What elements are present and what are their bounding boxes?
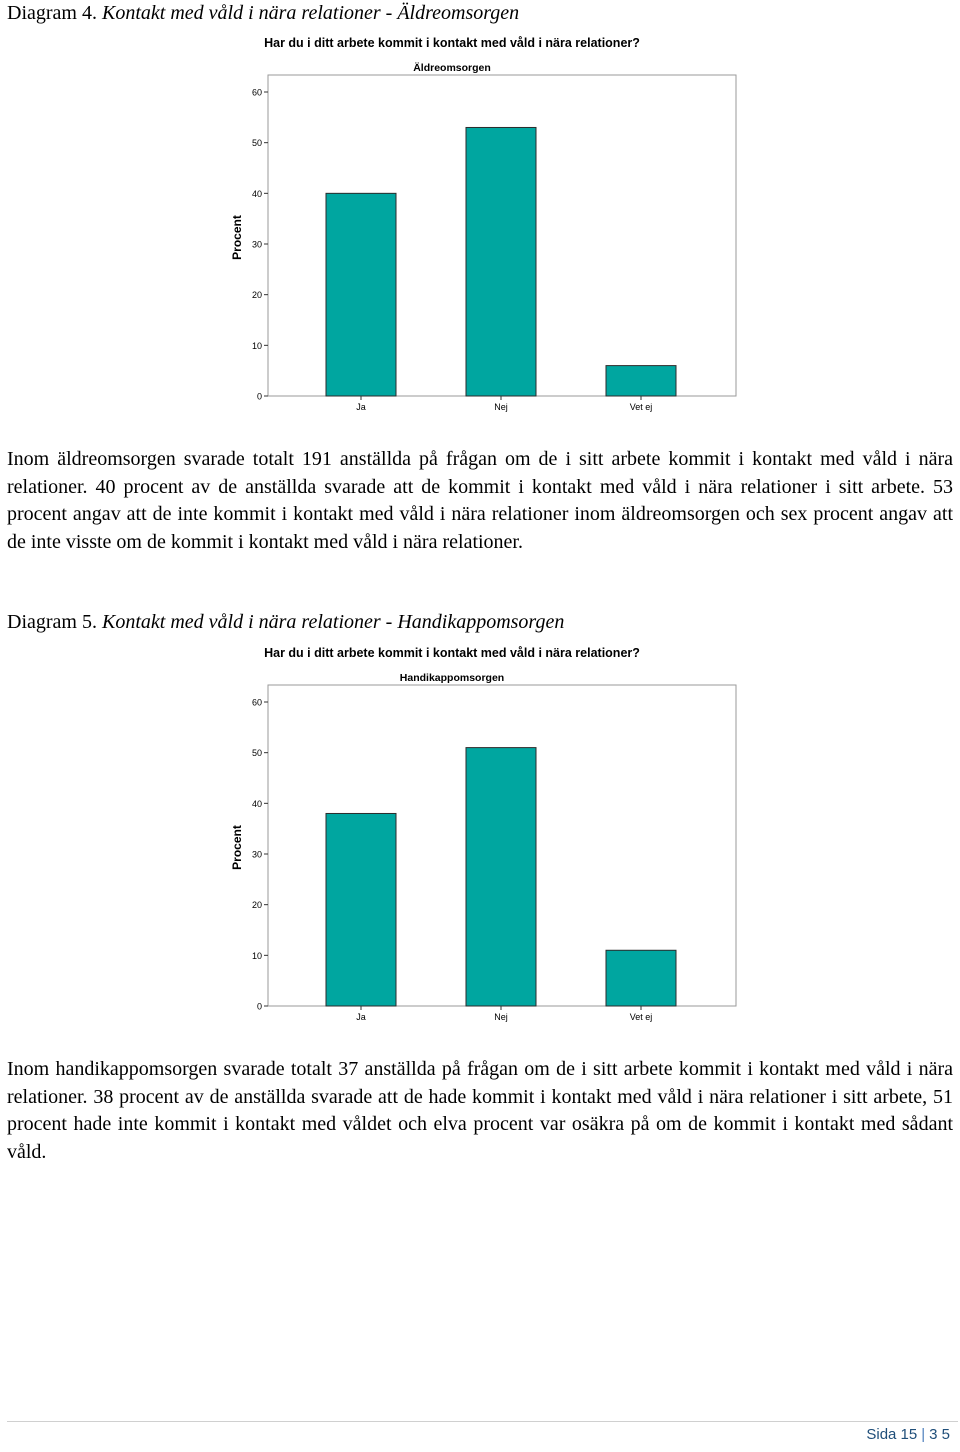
x-tick-label: Ja	[356, 1012, 366, 1022]
y-tick-label: 50	[251, 748, 262, 759]
paragraph-handikappomsorgen: Inom handikappomsorgen svarade totalt 37 anställda på frågan om de i sitt arbete kommit i kontakt med våld i nära relationer. 38 procent av de anställda svarade att de hade kommit i kontakt med våld i nära relationer i sitt arbete, 51 procent hade inte kommit i kontakt med våldet och elva procent var osäkra på om de kommit i kontakt med sådant våld.	[7, 1058, 953, 1163]
y-axis-label: Procent	[230, 215, 244, 260]
bar-nej	[466, 748, 536, 1006]
footer-divider	[7, 1421, 958, 1422]
diagram-4-caption	[7, 1, 519, 25]
page-footer	[866, 1426, 950, 1443]
x-tick-label: Ja	[356, 402, 366, 412]
chart-handikappomsorgen-svg	[226, 642, 746, 1022]
diagram-4-caption-prefix: Diagram 4.	[7, 2, 97, 24]
footer-separator: |	[921, 1426, 926, 1443]
y-tick-label: 0	[256, 1001, 262, 1012]
y-tick-label: 20	[251, 900, 262, 911]
y-tick-label: 40	[251, 188, 262, 199]
y-tick-label: 0	[256, 391, 262, 402]
footer-page-label: Sida 15	[866, 1426, 918, 1443]
y-tick-label: 10	[251, 950, 262, 961]
diagram-5-caption	[7, 610, 564, 634]
bar-vet-ej	[606, 950, 676, 1006]
y-tick-label: 30	[251, 239, 262, 250]
paragraph-aldreomsorgen: Inom äldreomsorgen svarade totalt 191 anställda på frågan om de i sitt arbete kommit i kontakt med våld i nära relationer. 40 procent av de anställda svarade att de kommit i kontakt med våld i nära relationer i sitt arbete. 53 procent angav att de inte kommit i kontakt med våld i nära relationer inom äldreomsorgen och sex procent angav att de inte visste om de kommit i kontakt med våld i nära relationer.	[7, 448, 953, 553]
chart-title: Har du i ditt arbete kommit i kontakt med våld i nära relationer?	[264, 36, 640, 50]
x-tick-label: Nej	[494, 1012, 508, 1022]
y-tick-label: 50	[251, 138, 262, 149]
y-tick-label: 60	[251, 87, 262, 98]
diagram-4-caption-title: Kontakt med våld i nära relationer - Äldreomsorgen	[101, 2, 520, 24]
chart-aldreomsorgen	[226, 32, 746, 412]
x-tick-label: Vet ej	[629, 1012, 653, 1022]
diagram-5-caption-title: Kontakt med våld i nära relationer - Handikappomsorgen	[101, 611, 565, 633]
bar-ja	[326, 813, 396, 1006]
y-tick-label: 40	[251, 798, 262, 809]
y-tick-label: 20	[251, 290, 262, 301]
y-tick-label: 60	[251, 697, 262, 708]
footer-page-total: 3 5	[929, 1426, 950, 1443]
x-tick-label: Vet ej	[629, 402, 653, 412]
y-tick-label: 10	[251, 340, 262, 351]
diagram-5-caption-prefix: Diagram 5.	[7, 611, 97, 633]
bar-ja	[326, 193, 396, 396]
bar-nej	[466, 127, 536, 396]
y-tick-label: 30	[251, 849, 262, 860]
chart-aldreomsorgen-svg	[226, 32, 746, 412]
x-tick-label: Nej	[494, 402, 508, 412]
chart-title: Har du i ditt arbete kommit i kontakt med våld i nära relationer?	[264, 646, 640, 660]
chart-handikappomsorgen	[226, 642, 746, 1022]
y-axis-label: Procent	[230, 825, 244, 870]
chart-subtitle: Äldreomsorgen	[413, 62, 491, 74]
chart-subtitle: Handikappomsorgen	[399, 672, 505, 684]
bar-vet-ej	[606, 366, 676, 396]
